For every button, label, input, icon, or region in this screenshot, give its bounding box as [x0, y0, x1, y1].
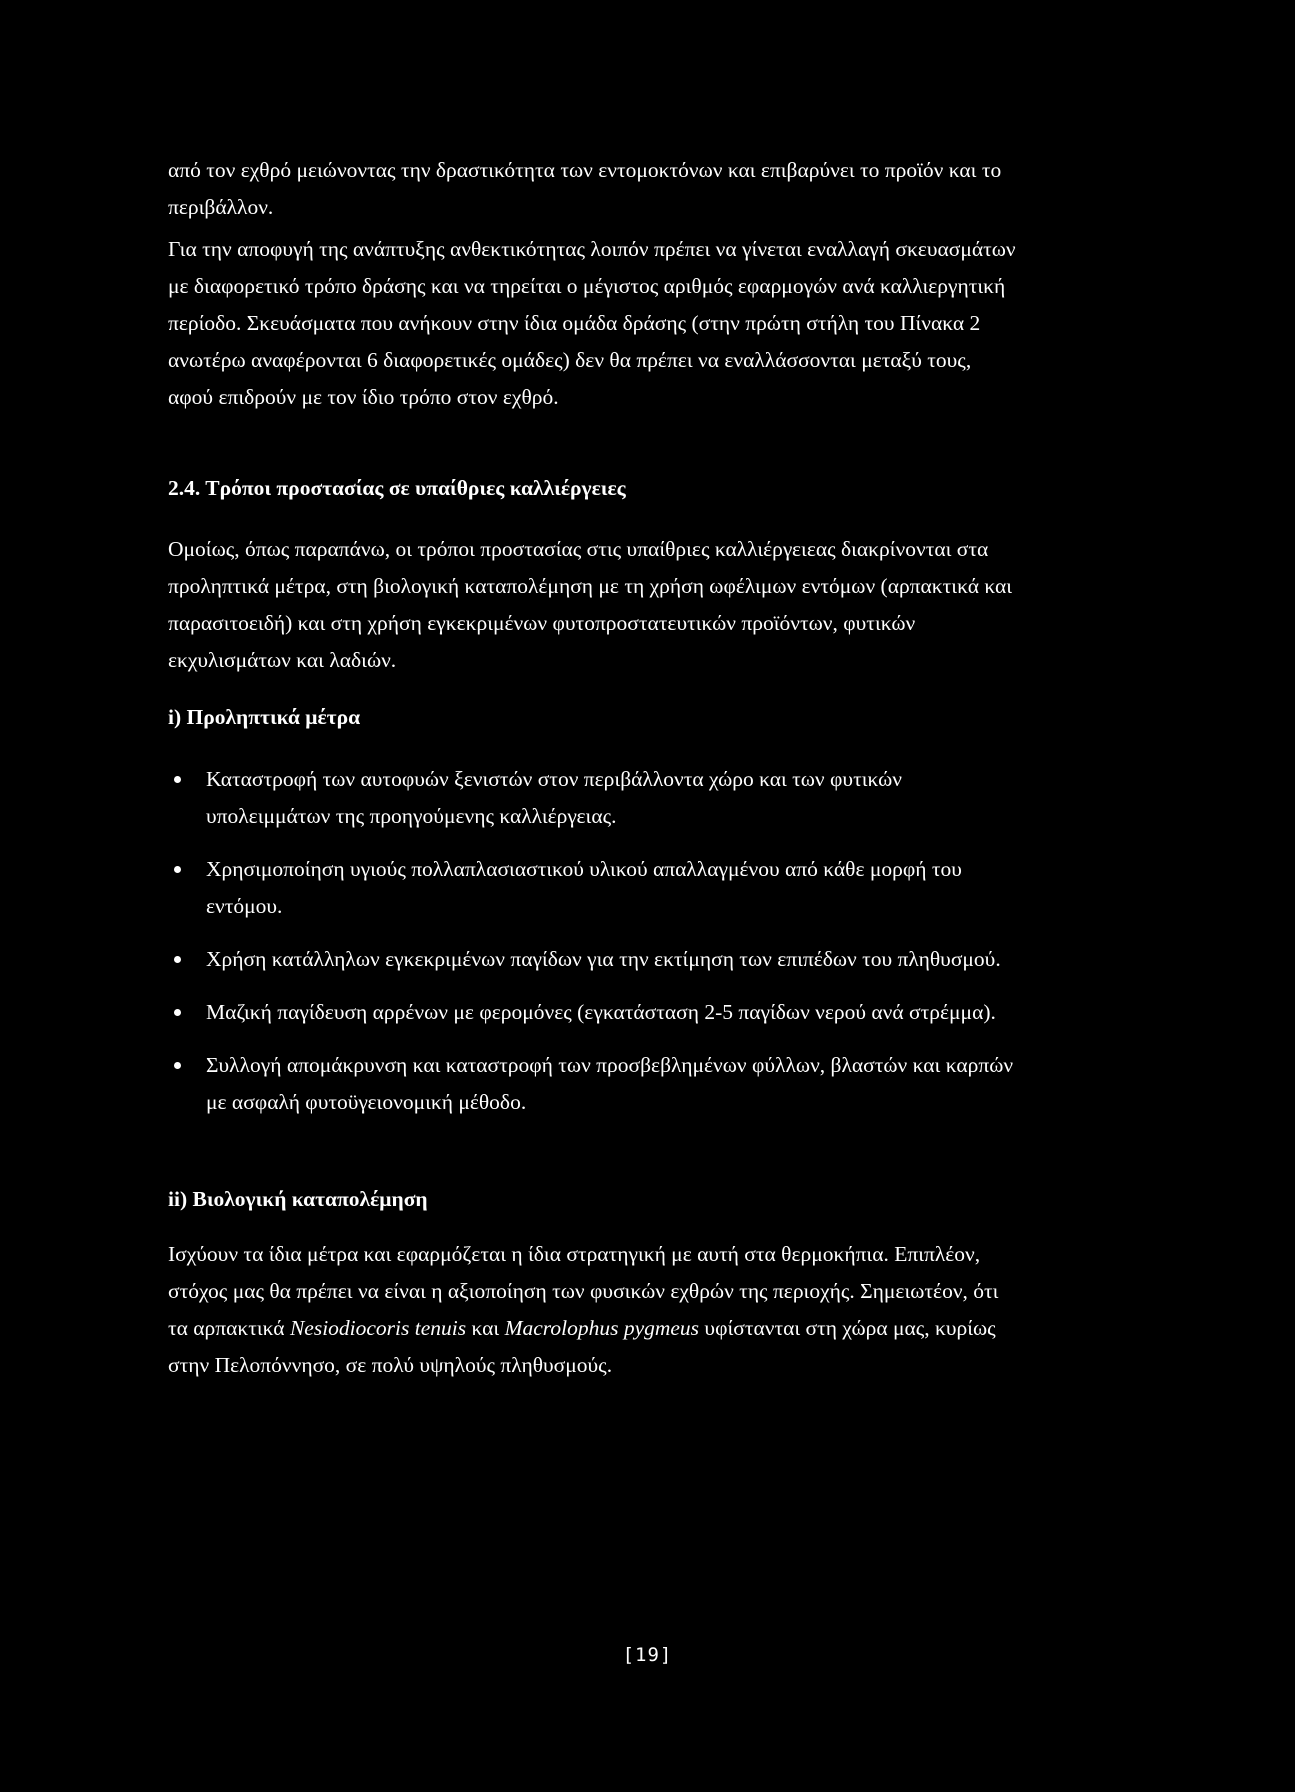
- list-item: [168, 941, 1018, 978]
- list-item: [168, 994, 1018, 1031]
- preventive-measures-list: [168, 761, 1018, 1121]
- list-item: [168, 851, 1018, 925]
- list-item-text: Χρησιμοποίηση υγιούς πολλαπλασιαστικού υλικού απαλλαγμένου από κάθε μορφή του εντόμου.: [206, 857, 962, 918]
- page-number: [19]: [622, 1644, 673, 1666]
- list-item: [168, 761, 1018, 835]
- preventive-measures-heading: i) Προληπτικά μέτρα: [168, 705, 361, 729]
- bullet-icon: [174, 776, 181, 783]
- biological-text-part-1: Ισχύουν τα ίδια μέτρα και εφαρμόζεται η ίδια στρατηγική με αυτή στα θερμοκήπια. Επιπλέον, στόχος μας θα πρέπει να είναι η αξιοποίηση των φυσικών εχθρών της περιοχής. Σημειωτέον, ότι τα αρπακτικά: [168, 1242, 999, 1340]
- list-item: [168, 1047, 1018, 1121]
- section-intro-paragraph: Ομοίως, όπως παραπάνω, οι τρόποι προστασίας στις υπαίθριες καλλιέργειεας διακρίνονται στα προληπτικά μέτρα, στη βιολογική καταπολέμηση με τη χρήση ωφέλιμων εντόμων (αρπακτικά και παρασιτοειδή) και στη χρήση εγκεκριμένων φυτοπροστατευτικών προϊόντων, φυτικών εκχυλισμάτων και λαδιών.: [168, 537, 1013, 672]
- bullet-icon: [174, 866, 181, 873]
- list-item-text: Καταστροφή των αυτοφυών ξενιστών στον περιβάλλοντα χώρο και των φυτικών υπολειμμάτων της προηγούμενης καλλιέργειας.: [206, 767, 903, 828]
- bullet-icon: [174, 1009, 181, 1016]
- biological-control-paragraph: [168, 1236, 1018, 1384]
- paragraph-resistance: Για την αποφυγή της ανάπτυξης ανθεκτικότητας λοιπόν πρέπει να γίνεται εναλλαγή σκευασμάτων με διαφορετικό τρόπο δράσης και να τηρείται ο μέγιστος αριθμός εφαρμογών ανά καλλιεργητική περίοδο. Σκευάσματα που ανήκουν στην ίδια ομάδα δράσης (στην πρώτη στήλη του Πίνακα 2 ανωτέρω αναφέρονται 6 διαφορετικές ομάδες) δεν θα πρέπει να εναλλάσσονται μεταξύ τους, αφού επιδρούν με τον ίδιο τρόπο στον εχθρό.: [168, 237, 1016, 409]
- species-name-nesiodiocoris: Nesiodiocoris tenuis: [289, 1316, 467, 1340]
- biological-control-heading: ii) Βιολογική καταπολέμηση: [168, 1187, 428, 1211]
- biological-text-part-2: και: [466, 1316, 505, 1340]
- list-item-text: Χρήση κατάλληλων εγκεκριμένων παγίδων για την εκτίμηση των επιπέδων του πληθυσμού.: [206, 947, 1001, 971]
- section-heading: 2.4. Τρόποι προστασίας σε υπαίθριες καλλιέργειες: [168, 476, 626, 500]
- list-item-text: Μαζική παγίδευση αρρένων με φερομόνες (εγκατάσταση 2-5 παγίδων νερού ανά στρέμμα).: [206, 1000, 996, 1024]
- paragraph-continuation: από τον εχθρό μειώνοντας την δραστικότητα των εντομοκτόνων και επιβαρύνει το προϊόν και το περιβάλλον.: [168, 158, 1002, 219]
- bullet-icon: [174, 956, 181, 963]
- biological-text-part-3: υφίστανται στη χώρα μας, κυρίως στην Πελοπόννησο, σε πολύ υψηλούς πληθυσμούς.: [168, 1316, 996, 1377]
- list-item-text: Συλλογή απομάκρυνση και καταστροφή των προσβεβλημένων φύλλων, βλαστών και καρπών με ασφαλή φυτοϋγειονομική μέθοδο.: [206, 1053, 1014, 1114]
- species-name-macrolophus: Macrolophus pygmeus: [504, 1316, 700, 1340]
- bullet-icon: [174, 1062, 181, 1069]
- document-page: [168, 152, 1018, 1384]
